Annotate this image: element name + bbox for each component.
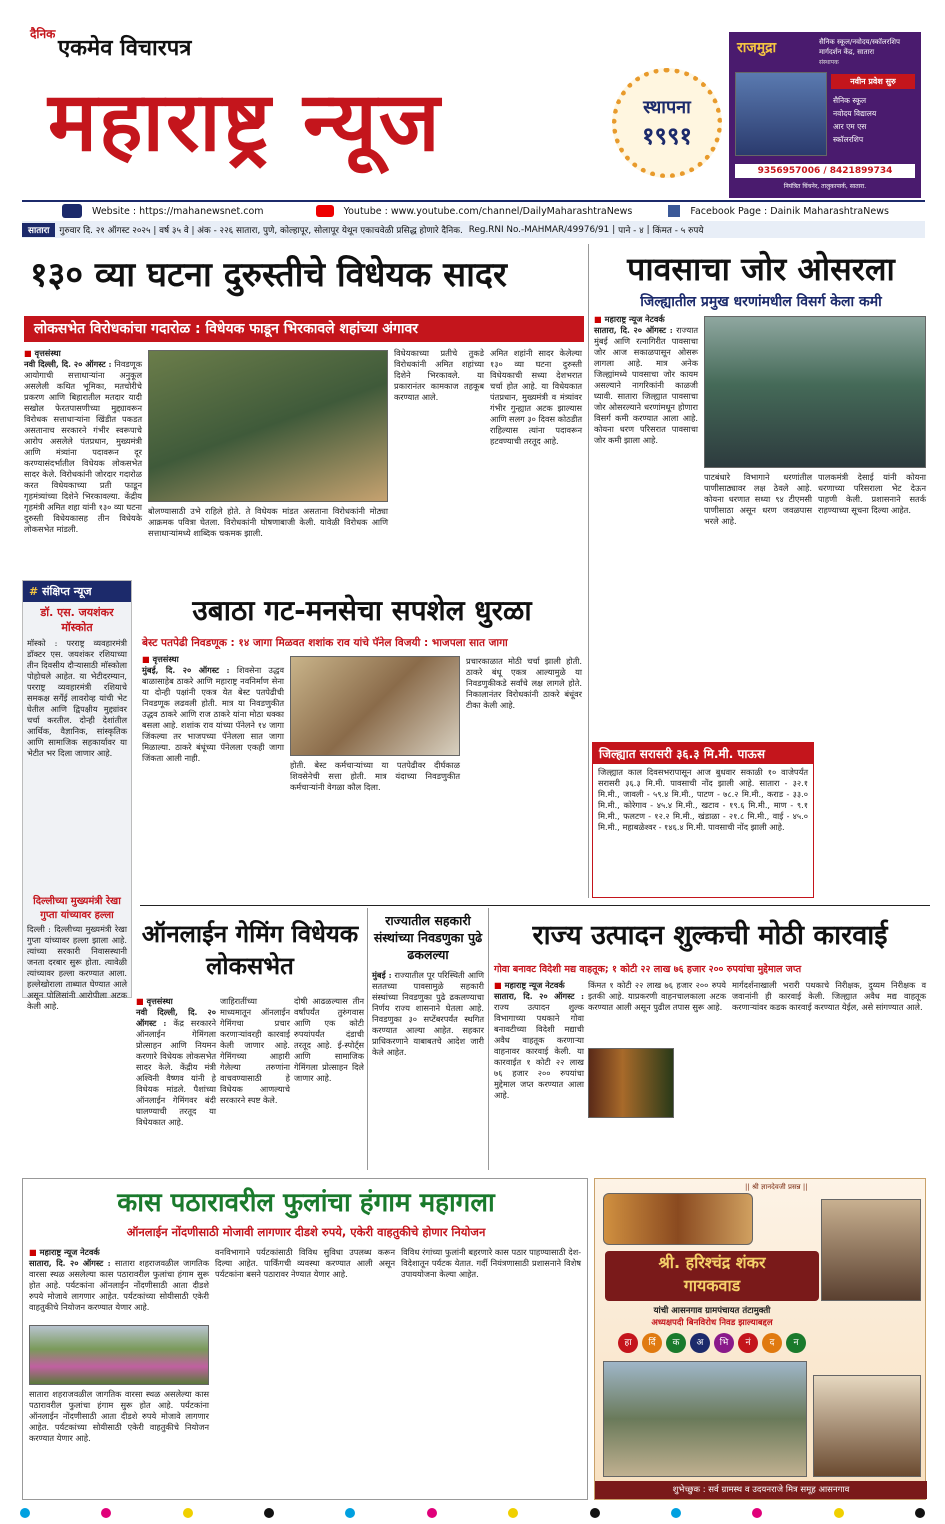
story4-col2: जाहिरातींच्या माध्यमातून ऑनलाईन गेमिंगचा प्रचार करणाऱ्यांवरही कारवाई केली जाणार आहे. गेमिंगच्या आहारी गेलेल्या तरुणांना वाचवण्यासाठी हे विधेयक आणल्याचे सरकारने स्पष्ट केले.	[220, 996, 290, 1105]
city-badge: सातारा	[22, 223, 55, 237]
congrats-row	[605, 1333, 819, 1353]
story-text: राज्यात मुंबई आणि रत्नागिरीत पावसाचा जोर आज सकाळपासून ओसरू लागला आहे. मात्र अनेक जिल्ह्यांमध्ये पावसाचा जोर कायम असल्याने नागरिकांनी काळजी घ्यावी. सातारा जिल्ह्यात पावसाचा जोर ओसरल्याने धरणांमधून होणारा विसर्ग कमी करण्यात आला आहे. कोयना धरण परिसरात पावसाचा जोर कमी झाला आहे.	[594, 325, 698, 445]
story-text: राज्यातील पूर परिस्थिती आणि सततच्या पावसामुळे सहकारी संस्थांच्या निवडणुका पुढे ढकलण्याचा निर्णय राज्य शासनाने घेतला आहे. निवडणुका ३० सप्टेंबरपर्यंत स्थगित करण्यात आल्या आहेत. सहकार प्राधिकरणाने याबाबतचे आदेश जारी केले आहेत.	[372, 970, 485, 1057]
name-banner	[605, 1251, 819, 1301]
reg-no: Reg.RNI No.-MAHMAR/49976/91	[468, 224, 610, 235]
story4-col3: दोषी आढळल्यास तीन वर्षांपर्यंत तुरुंगवास आणि एक कोटी रुपयांपर्यंत दंडाची तरतूद आहे. ई-स्पोर्ट्स आणि सामाजिक गेमिंगला प्रोत्साहन दिले जाणार आहे.	[294, 996, 364, 1083]
byline: महाराष्ट्र न्यूज नेटवर्क	[504, 980, 565, 990]
hash-icon: #	[29, 585, 39, 598]
story2-col1: ■ महाराष्ट्र न्यूज नेटवर्क सातारा, दि. २० ऑगस्ट : राज्यात मुंबई आणि रत्नागिरीत पावसाचा जोर आज सकाळपासून ओसरू लागला आहे. मात्र अनेक जिल्ह्यांमध्ये पावसाचा जोर कायम असल्याने नागरिकांनी काळजी घ्यावी. सातारा जिल्ह्यात पावसाचा जोर ओसरल्याने धरणांमधून होणारा विसर्ग कमी करण्यात आला आहे. कोयना धरण परिसरात पावसाचा जोर कमी झाला आहे.	[594, 314, 698, 445]
byline: महाराष्ट्र न्यूज नेटवर्क	[39, 1247, 100, 1257]
story5-headline: राज्यातील सहकारी संस्थांच्या निवडणुका पुढे ढकलल्या	[373, 913, 483, 962]
briefs-sidebar	[22, 580, 132, 1011]
greeting-top-label: || श्री ज्ञानदेवजी प्रसन्न ||	[745, 1183, 808, 1191]
info-bar	[22, 200, 925, 220]
story6-col1: ■ महाराष्ट्र न्यूज नेटवर्क सातारा, दि. २० ऑगस्ट : राज्य उत्पादन शुल्क विभागाच्या पथकाने गोवा बनावटीच्या विदेशी मद्याची अवैध वाहतूक करणाऱ्या वाहनावर कारवाई केली. या कारवाईत १ कोटी २२ लाख ७६ हजार २०० रुपयांचा मुद्देमाल जप्त करण्यात आला आहे.	[494, 980, 584, 1100]
brief1-title: डॉ. एस. जयशंकर मॉस्कोत	[40, 606, 114, 634]
story5-text	[372, 970, 484, 1166]
story6-col3: मार्गदर्शनाखाली भरारी पथकाचे निरीक्षक, दुय्यम निरीक्षक व जवानांनी ही कारवाई केली. जिल्ह्यात अवैध मद्य वाहतूक करणाऱ्यांवर कडक कारवाई करण्यात येईल, असे सांगण्यात आले.	[732, 980, 926, 1012]
story7-box	[22, 1178, 588, 1500]
ad-line3: संस्थापक	[819, 59, 839, 66]
congrats-letter: र्दि	[642, 1333, 662, 1353]
ad-brand: राजमुद्रा	[737, 40, 777, 56]
daily-label: दैनिक	[30, 27, 56, 41]
story7-col2: वनविभागाने पर्यटकांसाठी विविध सुविधा उपलब्ध करून दिल्या आहेत. पार्किंगची व्यवस्था करण्यात आली असून पर्यटकांना बसने पठारावर नेण्यात येणार आहे.	[215, 1247, 395, 1279]
person-portrait	[821, 1199, 921, 1301]
congrats-letter: क	[666, 1333, 686, 1353]
greeting-name-line2: गायकवाड	[683, 1276, 741, 1295]
ad-item: नवोदय विद्यालय	[833, 109, 877, 118]
rainfall-box	[592, 742, 814, 898]
story3-col3: प्रचारकाळात मोठी चर्चा झाली होती. ठाकरे बंधू एकत्र आल्यामुळे या निवडणुकीकडे सर्वांचे लक्ष लागले होते. निकालानंतर विरोधकांनी ठाकरे बंधूंवर टीका केली आहे.	[466, 656, 582, 710]
story7-col3: विविध रंगांच्या फुलांनी बहरणारे कास पठार पाहण्यासाठी देश-विदेशातून पर्यटक येतात. गर्दी नियंत्रणासाठी प्रशासनाने विशेष उपाययोजना केल्या आहेत.	[401, 1247, 581, 1279]
story-dateline: नवी दिल्ली, दि. २० ऑगस्ट :	[136, 1007, 216, 1028]
ad-items	[833, 94, 917, 146]
congrats-letter: न	[786, 1333, 806, 1353]
story7-subhead: ऑनलाईन नोंदणीसाठी मोजावी लागणार दीडशे रुपये, एकेरी वाहतुकीचे होणार नियोजन	[126, 1225, 486, 1239]
ad-address: नियंत्रित चिंचनेर, तालुकापार्क, सातारा.	[783, 183, 867, 190]
newspaper-title: महाराष्ट्र न्यूज	[48, 75, 442, 170]
congrats-letter: अ	[690, 1333, 710, 1353]
dateline: गुरुवार दि. २१ ऑगस्ट २०२५ | वर्ष ३५ वे | अंक - २२६ सातारा, पुणे, कोल्हापूर, सोलापूर येथून एकाचवेळी प्रसिद्ध होणारे दैनिक.	[59, 225, 463, 236]
story-dateline: मुंबई :	[372, 970, 392, 980]
greeting-sub: यांची आसनगाव ग्रामपंचायत तंटामुक्ती	[653, 1306, 771, 1316]
story-text: सातारा शहराजवळील जागतिक वारसा स्थळ असलेल्या कास पठारावरील फुलांचा हंगाम सुरू होत आहे. पर्यटकांना ऑनलाईन नोंदणीसाठी आता दीडशे रुपये मोजावे लागणार आहेत. पर्यटकांच्या सोयीसाठी एकेरी वाहतुकीचे नियोजन करण्यात येणार आहे.	[29, 1258, 209, 1312]
story2-col2: पाटबंधारे विभागाने धरणांतील पाणीसाठ्यावर लक्ष ठेवले आहे. कोयना धरणात सध्या ९४ टीएमसी पाणीसाठा असून धरण जवळपास भरले आहे.	[704, 472, 812, 526]
person-portrait-2	[813, 1375, 921, 1477]
story-text: केंद्र सरकारने ऑनलाईन गेमिंगला प्रोत्साहन आणि नियमन करणारे विधेयक लोकसभेत सादर केले. केंद्रीय मंत्री अश्विनी वैष्णव यांनी हे विधेयक मांडले. पैशांच्या ऑनलाईन गेमिंगवर बंदी घालण्याची तरतूद या विधेयकात आहे.	[136, 1018, 216, 1127]
globe-icon	[62, 204, 82, 218]
story6-col2: किंमत १ कोटी २२ लाख ७६ हजार २०० रुपये इतकी आहे. याप्रकरणी वाहनचालकाला अटक करण्यात आली असून पुढील तपास सुरू आहे.	[588, 980, 726, 1012]
ad-item: सैनिक स्कूल	[833, 96, 867, 105]
story3-subhead: बेस्ट पतपेढी निवडणूक : १४ जागा मिळवत शशांक राव यांचे पॅनेल विजयी : भाजपला सात जागा	[142, 637, 508, 649]
story4-headline: ऑनलाईन गेमिंग विधेयक लोकसभेत	[141, 920, 359, 980]
story1-col4: अमित शहांनी सादर केलेल्या १३० व्या घटना दुरुस्ती विधेयकाची सध्या देशभरात चर्चा होत आहे. या विधेयकात पंतप्रधान, मुख्यमंत्री व मंत्र्यांवर गंभीर गुन्ह्यात अटक झाल्यास आणि सलग ३० दिवस कोठडीत राहिल्यास त्यांना पदावरून हटवण्याची तरतूद आहे.	[490, 348, 582, 446]
rainfall-box-title: जिल्ह्यात सरासरी ३६.३ मि.मी. पाऊस	[593, 743, 813, 764]
congrats-letter: द	[762, 1333, 782, 1353]
dam-photo	[704, 316, 926, 468]
story2-headline: पावसाचा जोर ओसरला	[627, 250, 895, 288]
rainfall-box-text: जिल्ह्यात काल दिवसभरापासून आज बुधवार सकाळी १० वाजेपर्यंत सरासरी ३६.३ मि.मी. पावसाची नोंद झाली आहे. सातारा - ३२.१ मि.मी., जावली - ५९.४ मि.मी., पाटण - ७८.२ मि.मी., कराड - ३३.० मि.मी., कोरेगाव - ४५.४ मि.मी., खटाव - १९.६ मि.मी., माण - ९.१ मि.मी., फलटण - १२.२ मि.मी., खंडाळा - २१.८ मि.मी., वाई - ४५.० मि.मी., महाबळेश्वर - १४६.४ मि.मी. पावसाची नोंद झाली आहे.	[598, 767, 808, 832]
ad-item: आर एम एस	[833, 122, 867, 131]
story3-col2: होती. बेस्ट कर्मचाऱ्यांच्या या पतपेढीवर दीर्घकाळ शिवसेनेची सत्ता होती. मात्र यंदाच्या निवडणुकीत कर्मचाऱ्यांनी वेगळा कौल दिला.	[290, 760, 460, 792]
story-dateline: सातारा, दि. २० ऑगस्ट :	[29, 1258, 111, 1268]
group-photo	[603, 1361, 807, 1477]
story2-col3: पालकमंत्री देसाई यांनी कोयना धरणाच्या परिसराला भेट देऊन पाहणी केली. प्रशासनाने सतर्क राहण्याच्या सूचना दिल्या आहेत.	[818, 472, 926, 515]
story-text: निवडणूक आयोगाची सत्ताधाऱ्यांना अनुकूल असलेली कथित भूमिका, मतचोरीचे प्रकरण आणि बिहारातील मतदार यादी सखोल फेरतपासणीच्या मुद्द्यावरून विरोधक सत्ताधाऱ्यांना खिंडीत पकडत असतानाच सरकारने गंभीर स्वरूपाचे आरोप असलेले पंतप्रधान, मुख्यमंत्री आणि मंत्र्यांना पदावरून दूर करण्यासंदर्भातील विधेयक लोकसभेत सादर केले. विरोधकांनी जोरदार गदारोळ करत विधेयकाच्या प्रती फाडून गृहमंत्र्यांच्या दिशेने भिरकावल्या. केंद्रीय गृहमंत्री अमित शहा यांनी १३० व्या घटना दुरुस्ती विधेयकासह तीन विधेयके लोकसभेत मांडली.	[24, 359, 142, 534]
greeting-ad	[594, 1178, 926, 1500]
story4-col1: ■ वृत्तसंस्था नवी दिल्ली, दि. २० ऑगस्ट : केंद्र सरकारने ऑनलाईन गेमिंगला प्रोत्साहन आणि नियमन करणारे विधेयक लोकसभेत सादर केले. केंद्रीय मंत्री अश्विनी वैष्णव यांनी हे विधेयक मांडले. पैशांच्या ऑनलाईन गेमिंगवर बंदी घालण्याची तरतूद या विधेयकात आहे.	[136, 996, 216, 1127]
amit-shah-photo	[148, 350, 388, 502]
brief2-title: दिल्लीच्या मुख्यमंत्री रेखा गुप्ता यांच्यावर हल्ला	[33, 896, 121, 921]
story2-subhead: जिल्ह्यातील प्रमुख धरणांमधील विसर्ग केला कमी	[640, 294, 882, 310]
story3-headline: उबाठा गट-मनसेचा सपशेल धुरळा	[192, 594, 532, 627]
byline: वृत्तसंस्था	[146, 996, 173, 1006]
facebook-icon	[668, 205, 680, 217]
ad-admissions: नवीन प्रवेश सुरु	[831, 74, 915, 89]
top-ad	[729, 32, 921, 198]
story1-col2: बोलण्यासाठी उभे राहिले होते. ते विधेयक मांडत असताना विरोधकांनी मोठ्या आक्रमक पवित्रा घेतला. विरोधकांनी घोषणाबाजी केली. यावेळी विरोधक आणि सत्ताधाऱ्यांमध्ये शाब्दिक चकमक झाली.	[148, 506, 388, 538]
byline: महाराष्ट्र न्यूज नेटवर्क	[604, 314, 665, 324]
tagline: एकमेव विचारपत्र	[58, 36, 192, 61]
ad-phones: 9356957006 / 8421899734	[735, 164, 915, 178]
byline: वृत्तसंस्था	[152, 654, 179, 664]
byline: वृत्तसंस्था	[34, 348, 61, 358]
youtube-link[interactable]: Youtube : www.youtube.com/channel/DailyMaharashtraNews	[343, 205, 633, 217]
website-link[interactable]: Website : https://mahanewsnet.com	[92, 205, 264, 217]
ad-students-photo	[735, 72, 827, 156]
story3-col1: ■ वृत्तसंस्था मुंबई, दि. २० ऑगस्ट : शिवसेना उद्धव बाळासाहेब ठाकरे आणि महाराष्ट्र नवनिर्माण सेना या दोन्ही पक्षांनी एकत्र येत बेस्ट पतपेढीची निवडणूक लढवली होती. मात्र या निवडणुकीत उद्धव ठाकरे आणि राज ठाकरे यांना मोठा धक्का बसला आहे. शशांक राव यांच्या पॅनेलने १४ जागा जिंकल्या तर भाजपच्या पॅनेलला सात जागा मिळाल्या. ठाकरे बंधूंच्या पॅनेलला एकही जागा जिंकता आली नाही.	[142, 654, 285, 763]
founded-year: १९९१	[642, 121, 692, 150]
briefs-tag: # संक्षिप्त न्यूज	[23, 581, 131, 602]
story6-headline: राज्य उत्पादन शुल्कची मोठी कारवाई	[532, 920, 888, 951]
ad-line1: सैनिक स्कूल/नवोदय/स्कॉलरशिप	[819, 38, 901, 46]
story-dateline: सातारा, दि. २० ऑगस्ट :	[494, 991, 584, 1001]
youtube-icon	[316, 205, 334, 217]
kas-flowers-photo	[29, 1325, 209, 1385]
brief1-text: मॉस्को : परराष्ट्र व्यवहारमंत्री डॉक्टर एस. जयशंकर रशियाच्या तीन दिवसीय दौऱ्यासाठी मॉस्कोला पोहोचले आहेत. या भेटीदरम्यान, परराष्ट्र व्यवहारमंत्री रशियाचे समकक्ष सर्गेई लावरोव्ह यांची भेट घेतील आणि द्विपक्षीय मुद्द्यांवर चर्चा करतील. दोन्ही देशांतील आर्थिक, वैज्ञानिक, सांस्कृतिक आणि सामाजिक सहकार्यावर या भेटीत भर दिला जाणार आहे.	[27, 638, 127, 758]
greeting-sub2: अध्यक्षपदी बिनविरोध निवड झाल्याबद्दल	[651, 1318, 773, 1328]
story1-headline: १३० व्या घटना दुरुस्तीचे विधेयक सादर	[30, 255, 507, 295]
congrats-letter: भि	[714, 1333, 734, 1353]
brief2-text: दिल्ली : दिल्लीच्या मुख्यमंत्री रेखा गुप्ता यांच्यावर हल्ला झाला आहे. त्यांच्या सरकारी निवासस्थानी जनता दरबार सुरू होता. त्यावेळी त्यांच्यावर हल्ला करण्यात आला. हल्लेखोराला ताब्यात घेण्यात आले असून पोलिसांनी आरोपीला अटक केली आहे.	[27, 924, 127, 1011]
masthead	[0, 0, 945, 200]
price: किंमत - ५ रुपये	[652, 225, 704, 236]
founded-label: स्थापना	[643, 96, 691, 118]
founded-seal	[612, 68, 722, 178]
story-text: राज्य उत्पादन शुल्क विभागाच्या पथकाने गोवा बनावटीच्या विदेशी मद्याची अवैध वाहतूक करणाऱ्या वाहनावर कारवाई केली. या कारवाईत १ कोटी २२ लाख ७६ हजार २०० रुपयांचा मुद्देमाल जप्त करण्यात आला आहे.	[494, 1002, 584, 1100]
facebook-link[interactable]: Facebook Page : Dainik MaharashtraNews	[690, 205, 889, 217]
page-count: पाने - ४	[618, 225, 644, 236]
story7-col1: ■ महाराष्ट्र न्यूज नेटवर्क सातारा, दि. २० ऑगस्ट : सातारा शहराजवळील जागतिक वारसा स्थळ असलेल्या कास पठारावरील फुलांचा हंगाम सुरू होत आहे. पर्यटकांना ऑनलाईन नोंदणीसाठी आता दीडशे रुपये मोजावे लागणार आहेत. पर्यटकांच्या सोयीसाठी एकेरी वाहतुकीचे नियोजन करण्यात येणार आहे.	[29, 1247, 209, 1312]
congrats-letter: हा	[618, 1333, 638, 1353]
story1-subhead: लोकसभेत विरोधकांचा गदारोळ : विधेयक फाडून भिरकावले शहांच्या अंगावर	[24, 316, 584, 342]
story1-col1: ■ वृत्तसंस्था नवी दिल्ली, दि. २० ऑगस्ट : निवडणूक आयोगाची सत्ताधाऱ्यांना अनुकूल असलेली कथित भूमिका, मतचोरीचे प्रकरण आणि बिहारातील मतदार यादी सखोल फेरतपासणीच्या मुद्द्यावरून विरोधक सत्ताधाऱ्यांना खिंडीत पकडत असतानाच सरकारने गंभीर स्वरूपाचे आरोप असलेले पंतप्रधान, मुख्यमंत्री आणि मंत्र्यांना पदावरून दूर करण्यासंदर्भातील विधेयक लोकसभेत सादर केले. विरोधकांनी जोरदार गदारोळ करत विधेयकाच्या प्रती फाडून गृहमंत्र्यांच्या दिशेने भिरकावल्या. केंद्रीय गृहमंत्री अमित शहा यांनी १३० व्या घटना दुरुस्ती विधेयकासह तीन विधेयके लोकसभेत मांडली.	[24, 348, 142, 534]
ad-item: स्कॉलरशिप	[833, 135, 864, 144]
greeting-footer: शुभेच्छुक : सर्व ग्रामस्थ व उदयनराजे मित्र समूह आसनगाव	[595, 1481, 927, 1499]
story-dateline: सातारा, दि. २० ऑगस्ट :	[594, 325, 673, 335]
story-text: शिवसेना उद्धव बाळासाहेब ठाकरे आणि महाराष्ट्र नवनिर्माण सेना या दोन्ही पक्षांनी एकत्र येत बेस्ट पतपेढीची निवडणूक लढवली होती. मात्र या निवडणुकीत उद्धव ठाकरे आणि राज ठाकरे यांना मोठा धक्का बसला आहे. शशांक राव यांच्या पॅनेलने १४ जागा जिंकल्या तर भाजपच्या पॅनेलला सात जागा मिळाल्या. ठाकरे बंधूंच्या पॅनेलला एकही जागा जिंकता आली नाही.	[142, 665, 285, 763]
story1-col3: विधेयकाच्या प्रतीचे तुकडे विरोधकांनी अमित शहांच्या दिशेने भिरकावले. या प्रकारानंतर कामकाज तहकूब करण्यात आले.	[394, 348, 484, 402]
story-dateline: मुंबई, दि. २० ऑगस्ट :	[142, 665, 230, 675]
leaders-photo	[603, 1193, 753, 1245]
greeting-name-line1: श्री. हरिश्चंद्र शंकर	[658, 1253, 766, 1272]
politicians-photo	[290, 656, 460, 756]
congrats-letter: नं	[738, 1333, 758, 1353]
story7-headline: कास पठारावरील फुलांचा हंगाम महागला	[117, 1188, 495, 1218]
story6-subhead: गोवा बनावट विदेशी मद्य वाहतूक; १ कोटी २२ लाख ७६ हजार २०० रुपयांचा मुद्देमाल जप्त	[494, 964, 802, 975]
liquor-bottles-photo	[588, 1048, 674, 1118]
print-registration-marks	[0, 1502, 945, 1524]
dateline-bar: सातारा गुरुवार दि. २१ ऑगस्ट २०२५ | वर्ष ३५ वे | अंक - २२६ सातारा, पुणे, कोल्हापूर, सोलापूर येथून एकाचवेळी प्रसिद्ध होणारे दैनिक. Reg.RNI No.-MAHMAR/49976/91 | पाने - ४ | किंमत - ५ रुपये	[22, 221, 925, 238]
story7-col1b: सातारा शहराजवळील जागतिक वारसा स्थळ असलेल्या कास पठारावरील फुलांचा हंगाम सुरू होत आहे. पर्यटकांना ऑनलाईन नोंदणीसाठी आता दीडशे रुपये मोजावे लागणार आहेत. पर्यटकांच्या सोयीसाठी एकेरी वाहतुकीचे नियोजन करण्यात येणार आहे.	[29, 1389, 209, 1443]
ad-line2: मार्गदर्शन केंद्र, सातारा	[819, 48, 875, 56]
story-dateline: नवी दिल्ली, दि. २० ऑगस्ट :	[24, 359, 112, 369]
